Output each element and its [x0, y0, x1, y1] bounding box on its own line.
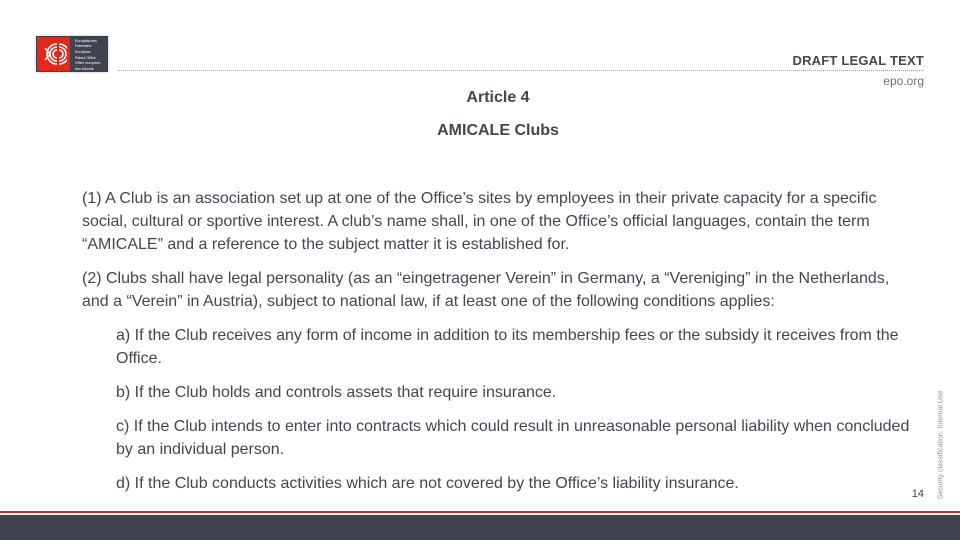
header-divider	[118, 70, 924, 71]
document-status-label: DRAFT LEGAL TEXT	[792, 53, 924, 68]
article-subtitle: AMICALE Clubs	[437, 122, 559, 139]
logo-line: European	[75, 50, 91, 55]
logo-wordmark	[71, 36, 108, 72]
logo-line: Europäisches	[75, 38, 97, 43]
footer-accent-line	[0, 511, 960, 513]
page-number: 14	[911, 488, 924, 500]
paragraph-1: (1) A Club is an association set up at one of the Office’s sites by employees in their private capacity for a specific social, cultural or sportive interest. A club’s name shall, in one of the Office’s official languages, contain the term “AMICALE” and a reference to the subject matter it is established for.	[82, 190, 877, 253]
condition-b: b) If the Club holds and controls assets that require insurance.	[116, 384, 557, 401]
logo-line: Patent Office	[75, 55, 96, 60]
condition-a: a) If the Club receives any form of income in addition to its membership fees or the subsidy it receives from the Office.	[116, 327, 899, 367]
epo-emblem-icon	[37, 37, 70, 71]
logo-line: Patentamt	[75, 44, 92, 49]
condition-c: c) If the Club intends to enter into contracts which could result in unreasonable personal liability when concluded by an individual person.	[116, 418, 910, 458]
logo-line: des brevets	[75, 67, 94, 72]
epo-logo	[36, 36, 108, 72]
footer-bar	[0, 515, 960, 540]
article-body	[82, 187, 918, 506]
website-url: epo.org	[883, 74, 924, 88]
logo-line: Office européen	[75, 61, 101, 66]
paragraph-2: (2) Clubs shall have legal personality (as an “eingetragener Verein” in Germany, a “Vereniging” in the Netherlands, and a “Verein” in Austria), subject to national law, if at least one of the following conditions applies:	[82, 270, 890, 310]
article-title: Article 4	[466, 89, 530, 106]
condition-d: d) If the Club conducts activities which are not covered by the Office’s liability insurance.	[116, 475, 739, 492]
security-classification: Security classification: Internal Use	[937, 390, 945, 500]
